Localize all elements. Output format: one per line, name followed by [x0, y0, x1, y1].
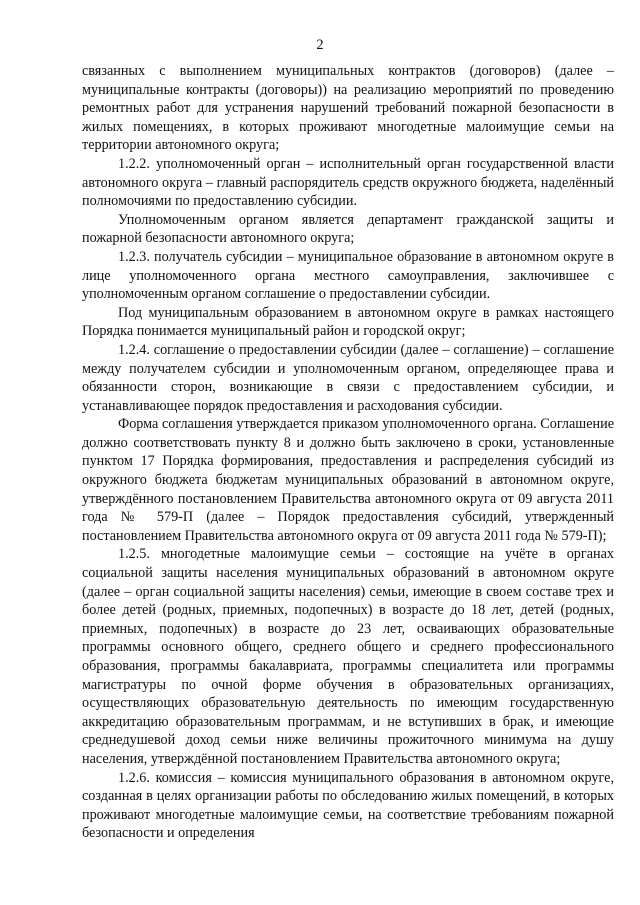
paragraph-1-2-6: 1.2.6. комиссия – комиссия муниципального образования в автономном округе, созданная в целях организации работы по обследованию жилых помещений, в которых проживают многодетные малоимущие семьи, на соответствие требованиям пожарной безопасности и определения — [82, 769, 614, 842]
page-number: 2 — [316, 37, 324, 53]
paragraph-agreement-form: Форма соглашения утверждается приказом уполномоченного органа. Соглашение должно соответствовать пункту 8 и должно быть заключено в сроки, установленные пунктом 17 Порядка формирования, предоставления и распределения субсидий из окружного бюджета бюджетам муниципальных образований в автономном округе, утверждённого постановлением Правительства автономного округа от 09 августа 2011 года № 579-П (далее – Порядок предоставления субсидий, утвержденный постановлением Правительства автономного округа от 09 августа 2011 года № 579-П); — [82, 416, 614, 544]
paragraph-1-2-4: 1.2.4. соглашение о предоставлении субсидии (далее – соглашение) – соглашение между получателем субсидии и уполномоченным органом, определяющее права и обязанности сторон, возникающие в связи с предоставлением субсидии, и устанавливающее порядок предоставления и расходования субсидии. — [82, 341, 614, 414]
paragraph-1-2-3: 1.2.3. получатель субсидии – муниципальное образование в автономном округе в лице уполномоченного органа местного самоуправления, заключившее с уполномоченным органом соглашение о предоставлении субсидии. — [82, 248, 614, 303]
document-body — [82, 62, 614, 843]
paragraph-continuation: связанных с выполнением муниципальных контрактов (договоров) (далее – муниципальные контракты (договоры)) на реализацию мероприятий по проведению ремонтных работ для устранения нарушений требований пожарной безопасности в жилых помещениях, в которых проживают многодетные малоимущие семьи на территории автономного округа; — [82, 63, 614, 154]
paragraph-municipal-formation: Под муниципальным образованием в автономном округе в рамках настоящего Порядка понимается муниципальный район и городской округ; — [82, 304, 614, 340]
paragraph-1-2-5: 1.2.5. многодетные малоимущие семьи – состоящие на учёте в органах социальной защиты населения муниципальных образований в автономном округе (далее – орган социальной защиты населения) семьи, имеющие в своем составе трех и более детей (родных, приемных, подопечных) в возрасте до 18 лет, детей (родных, приемных, подопечных) в возрасте до 23 лет, осваивающих образовательные программы основного общего, среднего общего и среднего профессионального образования, программы бакалавриата, программы специалитета или программы магистратуры по очной форме обучения в образовательных организациях, осуществляющих образовательную деятельность по имеющим государственную аккредитацию образовательным программам, и не вступивших в брак, и имеющие среднедушевой доход семьи ниже величины прожиточного минимума на душу населения, утверждённой постановлением Правительства автономного округа; — [82, 546, 614, 767]
paragraph-1-2-2: 1.2.2. уполномоченный орган – исполнительный орган государственной власти автономного округа – главный распорядитель средств окружного бюджета, наделённый полномочиями по предоставлению субсидии. — [82, 155, 614, 210]
paragraph-authorized-body: Уполномоченным органом является департамент гражданской защиты и пожарной безопасности автономного округа; — [82, 211, 614, 247]
